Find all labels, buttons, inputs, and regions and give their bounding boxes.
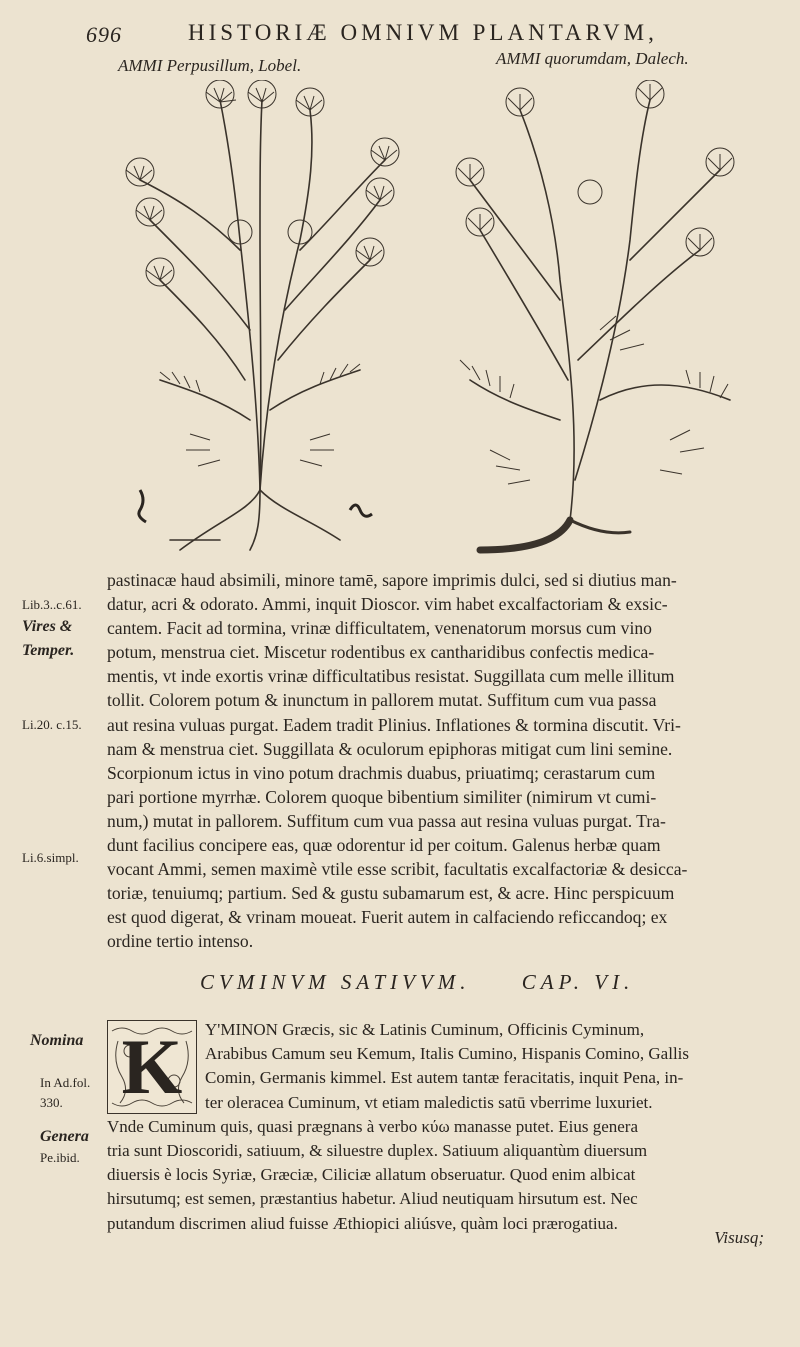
margin-note-lib: Lib.3..c.61.	[22, 597, 82, 612]
margin-note-li6: Li.6.simpl.	[22, 850, 79, 865]
ammi-perpusillum-woodcut-icon	[110, 80, 420, 560]
margin-note-pe-ibid: Pe.ibid.	[40, 1150, 80, 1165]
chapter-body	[107, 1018, 767, 1236]
chapter-heading	[200, 970, 634, 995]
text-line: diuersis è locis Syriæ, Græciæ, Ciliciæ allatum obseruatur. Quod enim albicat	[107, 1165, 636, 1185]
text-line: Scorpionum ictus in vino potum drachmis duabus, priuatimq; cerastarum cum	[107, 762, 656, 783]
margin-note-genera: Genera	[40, 1128, 89, 1145]
text-line: tria sunt Dioscoridi, satiuum, & siluestre duplex. Satiuum aliquantùm diuersum	[107, 1141, 648, 1161]
text-line: hirsutumq; est semen, præstantius habetur. Aliud neutiquam hirsutum est. Nec	[107, 1189, 638, 1209]
text-line: Arabibus Camum seu Kemum, Italis Cumino, Hispanis Comino, Gallis	[205, 1044, 690, 1064]
text-line: est quod digerat, & vrinam moueat. Fuerit autem in calfaciendo reficcandoq; ex	[107, 907, 668, 928]
margin-note-temper: Temper.	[22, 642, 75, 659]
chapter-number: CAP. VI.	[521, 970, 635, 994]
page-number: 696	[86, 22, 122, 47]
margin-note-330: 330.	[40, 1095, 63, 1110]
text-line: Vnde Cuminum quis, quasi prægnans à verbo κύω manasse putet. Eius genera	[107, 1116, 638, 1136]
ornamental-initial-k-icon	[107, 1020, 197, 1114]
text-line: Y'MINON Græcis, sic & Latinis Cuminum, Officinis Cyminum,	[205, 1020, 645, 1039]
text-line: aut resina vuluas purgat. Eadem tradit Plinius. Inflationes & tormina discutit. Vri-	[107, 714, 681, 735]
text-line: pari portione myrrhæ. Colorem quoque bibentium similiter (nimirum vt cumi-	[107, 786, 657, 807]
catchword: Visusq;	[714, 1228, 764, 1247]
text-line: tollit. Colorem potum & inunctum in pallorem mutat. Suffitum cum vua passa	[107, 690, 657, 711]
text-line: dunt facilius concipere eas, quæ odorentur id per coitum. Galenus herbæ quam	[107, 835, 661, 856]
right-figure-caption: AMMI quorumdam, Dalech.	[496, 49, 689, 68]
text-line: cantem. Facit ad tormina, vrinæ difficultatem, venenatorum morsus cum vino	[107, 618, 652, 639]
text-line: vocant Ammi, semen maximè vtile esse scribit, facultatis excalfactoriæ & desicca-	[107, 859, 688, 880]
text-line: putandum discrimen aliud fuisse Æthiopici aliúsve, quàm loci prærogatiua.	[107, 1213, 618, 1233]
text-line: pastinacæ haud absimili, minore tamē, sapore imprimis dulci, sed si diutius man-	[107, 570, 677, 590]
text-line: Comin, Germanis kimmel. Est autem tantæ feracitatis, inquit Pena, in-	[205, 1068, 684, 1088]
left-figure-caption: AMMI Perpusillum, Lobel.	[118, 56, 302, 75]
text-line: ter oleracea Cuminum, vt etiam maledictis satū vberrime luxuriet.	[205, 1092, 653, 1112]
dropcap-letter: K	[121, 1023, 183, 1110]
text-line: ordine tertio intenso.	[107, 931, 254, 952]
ammi-quorumdam-woodcut-icon	[450, 80, 750, 560]
margin-note-in-ad: In Ad.fol.	[40, 1075, 91, 1090]
margin-note-nomina: Nomina	[30, 1032, 84, 1049]
text-line: num,) mutat in pallorem. Suffitum cum vua passa aut resina vuluas purgat. Tra-	[107, 810, 666, 831]
text-line: toriæ, tenuiumq; partium. Sed & gustu subamarum est, & acre. Hinc perspicuum	[107, 883, 675, 904]
chapter-title: CVMINVM SATIVVM.	[200, 970, 471, 994]
margin-note-vires: Vires &	[22, 618, 73, 635]
text-line: nam & menstrua ciet. Suggillata & oculorum epiphoras mitigat cum lini semine.	[107, 738, 673, 759]
text-line: datur, acri & odorato. Ammi, inquit Dioscor. vim habet excalfactoriam & exsic-	[107, 594, 668, 615]
page-header	[0, 18, 800, 48]
margin-note-li20: Li.20. c.15.	[22, 717, 82, 732]
text-line: potum, menstrua ciet. Miscetur rodentibus ex cantharidibus confectis medica-	[107, 642, 655, 663]
body-text	[107, 568, 767, 954]
running-title: HISTORIÆ OMNIVM PLANTARVM,	[188, 20, 658, 45]
text-line: mentis, vt inde exortis vrinæ difficultatibus resistat. Suggillata cum melle illitum	[107, 666, 675, 687]
